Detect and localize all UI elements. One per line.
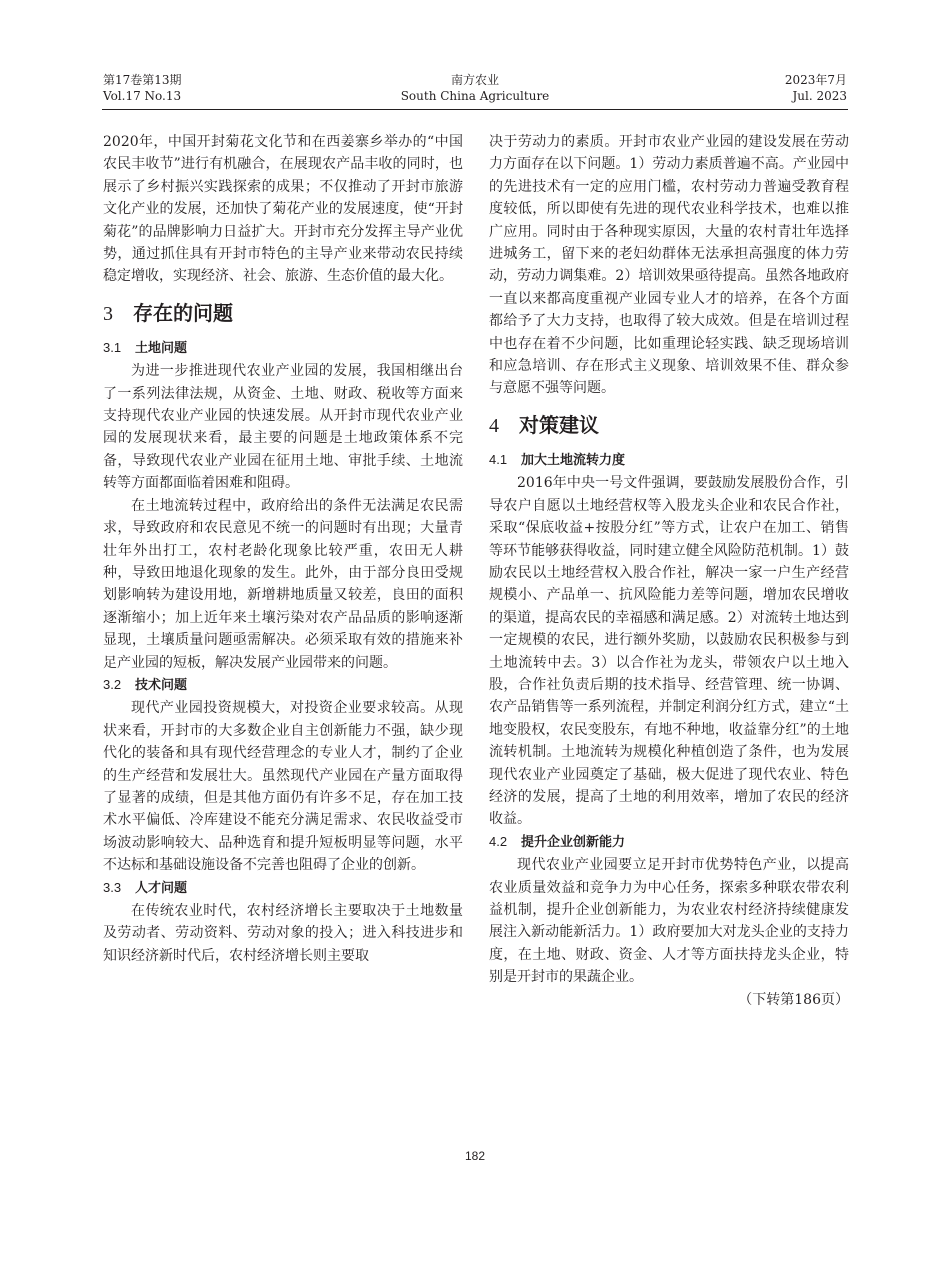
section-4-2-number: 4.2 <box>489 833 508 849</box>
continued-on-page-note: （下转第186页） <box>738 991 849 1008</box>
header-rule <box>102 109 848 110</box>
section-3-3-title: 人才问题 <box>135 880 188 896</box>
section-4-number: 4 <box>489 414 499 437</box>
section-4-1-paragraph: 2016年中央一号文件强调，要鼓励发展股份合作，引导农户自愿以土地经营权等入股龙头企业和农民合作社，采取“保底收益+按股分红”等方式，让农户在加工、销售等环节能够获得收益，同时建立健全风险防范机制。1）鼓励农民以土地经营权入股合作社，解决一家一户生产经营规模小、产品单一、抗风险能力差等问题，增加农民增收的渠道，提高农民的幸福感和满足感。2）对流转土地达到一定规模的农民，进行额外奖励，以鼓励农民积极参与到土地流转中去。3）以合作社为龙头，带领农户以土地入股，合作社负责后期的技术指导、经营管理、统一协调、农产品销售等一系列流程，并制定利润分红方式，建立“土地变股权，农民变股东，有地不种地，收益靠分红”的土地流转机制。土地流转为规模化种植创造了条件，也为发展现代农业产业园奠定了基础，极大促进了现代农业、特色经济的发展，提高了土地的利用效率，增加了农民的经济收益。 <box>489 475 849 828</box>
left-column <box>103 131 463 967</box>
volume-issue-cn: 第17卷第13期 <box>103 73 182 87</box>
date-en: Jul. 2023 <box>792 89 847 103</box>
section-3-3-paragraph-continued: 决于劳动力的素质。开封市农业产业园的建设发展在劳动力方面存在以下问题。1）劳动力素质普遍不高。产业园中的先进技术有一定的应用门槛，农村劳动力普遍受教育程度较低，所以即使有先进的现代农业科学技术，也难以推广应用。同时由于各种现实原因，大量的农村青壮年选择进城务工，留下来的老妇幼群体无法承担高强度的体力劳动，劳动力调集难。2）培训效果亟待提高。虽然各地政府一直以来都高度重视产业园专业人才的培养，在各个方面都给予了大力支持，也取得了较大成效。但是在培训过程中也存在着不少问题，比如重理论轻实践、缺乏现场培训和应急培训、存在形式主义现象、培训效果不佳、群众参与意愿不强等问题。 <box>489 134 849 397</box>
volume-issue-en: Vol.17 No.13 <box>103 89 182 103</box>
section-3-1-heading <box>103 337 463 360</box>
section-3-1-paragraph-2: 在土地流转过程中，政府给出的条件无法满足农民需求，导致政府和农民意见不统一的问题时有出现；大量青壮年外出打工，农村老龄化现象比较严重，农田无人耕种，导致田地退化现象的发生。此外，由于部分良田受规划影响转为建设用地，新增耕地质量又较差，良田的面积逐渐缩小；加上近年来土壤污染对农产品品质的影响逐渐显现，土壤质量问题亟需解决。必须采取有效的措施来补足产业园的短板，解决发展产业园带来的问题。 <box>103 497 463 671</box>
journal-name-cn: 南方农业 <box>450 73 499 87</box>
section-3-3-number: 3.3 <box>103 879 122 895</box>
section-4-title: 对策建议 <box>519 412 599 437</box>
section-3-3-heading <box>103 877 463 900</box>
section-4-2-heading <box>489 831 849 854</box>
journal-date <box>785 72 847 104</box>
date-cn: 2023年7月 <box>784 73 847 87</box>
section-3-number: 3 <box>103 302 113 325</box>
section-3-2-heading <box>103 674 463 697</box>
section-4-1-title: 加大土地流转力度 <box>521 452 626 468</box>
journal-name-en: South China Agriculture <box>400 89 550 103</box>
section-3-1-paragraph-1: 为进一步推进现代农业产业园的发展，我国相继出台了一系列法律法规，从资金、土地、财政、税收等方面来支持现代农业产业园的快速发展。从开封市现代农业产业园的发展现状来看，最主要的问题是土地政策体系不完备，导致现代农业产业园在征用土地、审批手续、土地流转等方面都面临着困难和阻碍。 <box>103 363 463 492</box>
section-3-2-title: 技术问题 <box>135 677 188 693</box>
section-4-1-heading <box>489 449 849 472</box>
section-3-title: 存在的问题 <box>133 300 233 325</box>
intro-paragraph: 2020年，中国开封菊花文化节和在西姜寨乡举办的“中国农民丰收节”进行有机融合，在展现农产品丰收的同时，也展示了乡村振兴实践探索的成果；不仅推动了开封市旅游文化产业的发展，还加快了菊花产业的发展速度，使“开封菊花”的品牌影响力日益扩大。开封市充分发挥主导产业优势，通过抓住具有开封市特色的主导产业来带动农民持续稳定增收，实现经济、社会、旅游、生态价值的最大化。 <box>103 134 463 285</box>
section-4-2-paragraph: 现代农业产业园要立足开封市优势特色产业，以提高农业质量效益和竞争力为中心任务，探索多种联农带农利益机制，提升企业创新能力，为农业农村经济持续健康发展注入新动能新活力。1）政府要加大对龙头企业的支持力度，在土地、财政、资金、人才等方面扶持龙头企业，特别是开封市的果蔬企业。 <box>489 857 849 986</box>
section-3-2-number: 3.2 <box>103 676 122 692</box>
section-4-heading <box>489 412 849 439</box>
section-3-1-number: 3.1 <box>103 339 122 355</box>
section-3-1-title: 土地问题 <box>135 340 188 356</box>
section-3-3-paragraph-start: 在传统农业时代，农村经济增长主要取决于土地数量及劳动者、劳动资料、劳动对象的投入；进入科技进步和知识经济新时代后，农村经济增长则主要取 <box>103 903 463 964</box>
section-4-1-number: 4.1 <box>489 451 508 467</box>
page-number: 182 <box>464 1149 486 1163</box>
right-column <box>489 131 849 1011</box>
section-3-heading <box>103 300 463 327</box>
section-4-2-title: 提升企业创新能力 <box>521 834 626 850</box>
section-3-2-paragraph: 现代产业园投资规模大，对投资企业要求较高。从现状来看，开封市的大多数企业自主创新能力不强，缺少现代化的装备和具有现代经营理念的专业人才，制约了企业的生产经营和发展壮大。虽然现代产业园在产量方面取得了显著的成绩，但是其他方面仍有许多不足，存在加工技术水平偏低、冷库建设不能充分满足需求、农民收益受市场波动影响较大、品种选育和提升短板明显等问题，水平不达标和基础设施设备不完善也阻碍了企业的创新。 <box>103 700 463 874</box>
